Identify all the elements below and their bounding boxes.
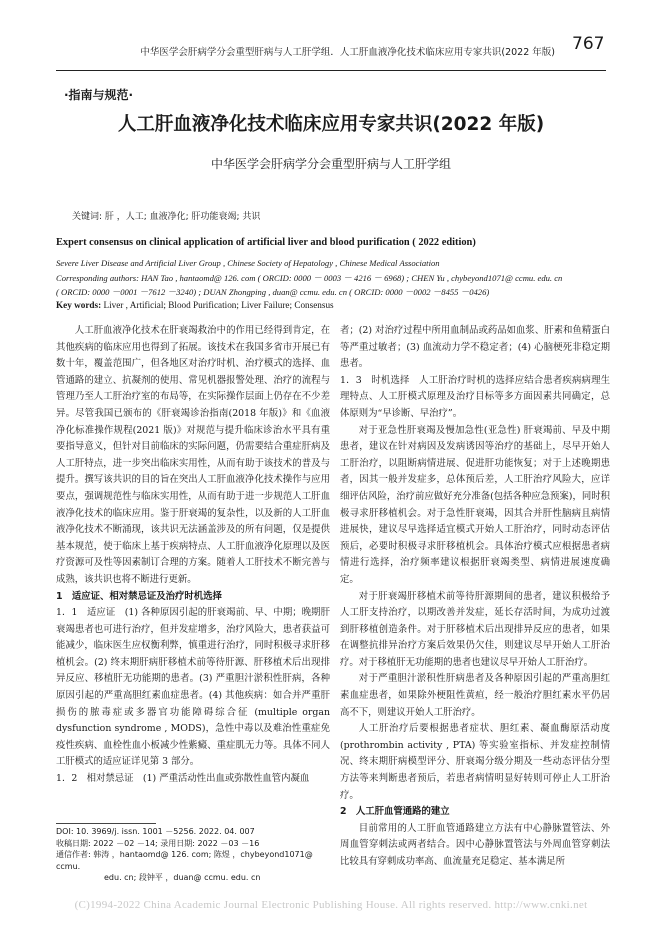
running-header: 中华医学会肝病学分会重型肝病与人工肝学组．人工肝血液净化技术临床应用专家共识(2022 年版) — [140, 47, 555, 58]
footnote-dates: 收稿日期: 2022 －02 －14; 录用日期: 2022 －03 －16 — [56, 838, 260, 848]
english-corresponding-2: ( ORCID: 0000 －0001 －7612 －3240) ; DUAN Zhongping , duan@ ccmu. edu. cn ( ORCID: 0000 －0002 －8455 －0426) — [56, 287, 490, 297]
paragraph: 人工肝治疗后要根据患者症状、胆红素、凝血酶原活动度(prothrombin activity , PTA) 等实验室指标、并发症控制情况、终末期肝病模型评分、肝衰竭分级分期及一些动态评估分型方法等来判断患者预后，若患者病情明显好转则可停止人工肝治疗。 — [340, 723, 610, 801]
section-heading: 2 人工肝血管通路的建立 — [340, 806, 450, 818]
paragraph: 1．2 相对禁忌证 (1) 严重活动性出血或弥散性血管内凝血 — [56, 773, 310, 785]
left-column — [56, 323, 330, 788]
footnote-correspondence: 通信作者: 韩涛 ，hantaomd@ 126. com; 陈煜 ，chybeyond1071@ ccmu. — [56, 850, 313, 871]
right-column — [340, 323, 610, 871]
english-corresponding-1: Corresponding authors: HAN Tao , hantaomd@ 126. com ( ORCID: 0000 － 0003 － 4216 － 6968) ; CHEN Yu , chybeyond1071@ ccmu. edu. cn — [56, 273, 563, 283]
page-number: 767 — [572, 34, 605, 54]
footnote-rule — [56, 823, 156, 824]
paragraph: 1．3 时机选择 人工肝治疗时机的选择应结合患者疾病病理生理特点、人工肝模式原理及治疗目标等多方面因素共同确定，总体原则为“早诊断、早治疗”。 — [340, 374, 610, 419]
english-affiliation: Severe Liver Disease and Artificial Liver Group , Chinese Society of Hepatology , Chinese Medical Association — [56, 258, 440, 268]
paragraph: 1．1 适应证 (1) 各种原因引起的肝衰竭前、早、中期；晚期肝衰竭患者也可进行治疗，但并发症增多，治疗风险大，患者获益可能减少，临床医生应权衡利弊，慎重进行治疗，同时积极寻求肝移植机会。(2) 终末期肝病肝移植术前等待肝源、肝移植术后出现排异反应、移植肝无功能期的患者。(3) 严重胆汁淤积性肝病，各种原因引起的严重高胆红素血症患者。(4) 其他疾病：如合并严重肝损伤的脓毒症或多器官功能障碍综合征 (multiple organ dysfunction syndrome , MODS)，急性中毒以及难治性重症免疫性疾病、血栓性血小板减少性紫癜、重症肌无力等。具体不同人工肝模式的适应证详见第 3 部分。 — [56, 607, 330, 768]
english-keywords-label: Key words: — [56, 300, 102, 310]
article-title: 人工肝血液净化技术临床应用专家共识(2022 年版) — [117, 114, 545, 135]
english-keywords — [56, 300, 334, 310]
english-keywords-text: Liver , Artificial; Blood Purification; Liver Failure; Consensus — [101, 300, 334, 310]
copyright-watermark: (C)1994-2022 China Academic Journal Electronic Publishing House. All rights reserved. http://www.cnki.net — [74, 899, 588, 911]
keywords: 关键词: 肝 ，人工; 血液净化; 肝功能衰竭; 共识 — [72, 212, 261, 222]
paragraph: 人工肝血液净化技术在肝衰竭救治中的作用已经得到肯定，在其他疾病的临床应用也得到了拓展。该技术在我国多省市开展已有数十年，覆盖范围广，但各地区对治疗时机、治疗模式的选择、血管通路的建立、抗凝剂的使用、常见机器报警处理、治疗的流程与管理乃至人工肝治疗室的布局等，在实际操作层面上仍存在不少差异。尽管我国已颁布的《肝衰竭诊治指南(2018 年版)》和《血液净化标准操作规程(2021 版)》对规范与提升临床诊治水平具有重要指导意义，但针对目前临床的实际问题，仍需要结合重症肝病及人工肝特点，进一步突出临床实用性，从而有助于该技术的普及与提升。撰写该共识的目的旨在突出人工肝血液净化技术操作与应用要点，强调规范性与临床实用性，从而有助于进一步规范人工肝血液净化技术的临床应用。鉴于肝衰竭的复杂性，以及新的人工肝血液净化技术不断涌现，该共识无法涵盖涉及的所有问题，仅是提供基本规范，使于临床上基于疾病特点、人工肝血液净化原理以及医疗资源可及性等因素制订合理的方案。随着人工肝技术不断完善与成熟，该共识也将不断进行更新。 — [56, 325, 330, 585]
footnote — [56, 826, 330, 884]
section-heading: 1 适应证、相对禁忌证及治疗时机选择 — [56, 590, 222, 602]
paragraph: 对于肝衰竭肝移植术前等待肝源期间的患者，建议积极给予人工肝支持治疗，以期改善并发症，延长存活时间，为成功过渡到肝移植创造条件。对于肝移植术后出现排异反应的患者，如果在调整抗排异治疗方案后效果仍欠佳，则建议尽早开始人工肝治疗。对于移植肝无功能期的患者也建议尽早开始人工肝治疗。 — [340, 590, 610, 668]
section-label: ·指南与规范· — [64, 88, 134, 102]
paragraph: 目前常用的人工肝血管通路建立方法有中心静脉置管法、外周血管穿刺法或两者结合。因中心静脉置管法与外周血管穿刺法比较具有穿刺成功率高、血流量充足稳定、基本满足所 — [340, 822, 610, 867]
paragraph: 者；(2) 对治疗过程中所用血制品或药品如血浆、肝素和鱼精蛋白等严重过敏者；(3) 血流动力学不稳定者；(4) 心脑梗死非稳定期患者。 — [340, 325, 610, 370]
header-rule — [56, 70, 606, 71]
english-title: Expert consensus on clinical application of artificial liver and blood purification ( 2022 edition) — [56, 237, 476, 248]
paragraph: 对于严重胆汁淤积性肝病患者及各种原因引起的严重高胆红素血症患者，如果除外梗阻性黄疸，经一般治疗胆红素水平仍居高不下，则建议开始人工肝治疗。 — [340, 673, 610, 718]
footnote-doi: DOI: 10. 3969/j. issn. 1001 －5256. 2022. 04. 007 — [56, 827, 255, 836]
paragraph: 对于亚急性肝衰竭及慢加急性(亚急性) 肝衰竭前、早及中期患者，建议在针对病因及发病诱因等治疗的基础上，尽早开始人工肝治疗，以阻断病情进展、促进肝功能恢复；对于上述晚期患者，因其一般并发症多，总体预后差，人工肝治疗风险大，应详细评估风险，治疗前应做好充分准备(包括各种应急预案)，同时积极寻求肝移植机会。对于急性肝衰竭，因其合并肝性脑病且病情进展快，建议尽早选择适宜模式开始人工肝治疗，同时动态评估预后，必要时积极寻求肝移植机会。具体治疗模式应根据患者病情进行选择，治疗频率建议根据肝衰竭类型、病情进展速度确定。 — [340, 424, 610, 585]
article-author: 中华医学会肝病学分会重型肝病与人工肝学组 — [210, 157, 451, 171]
footnote-correspondence-cont: edu. cn; 段钟平 ，duan@ ccmu. edu. cn — [104, 873, 261, 882]
